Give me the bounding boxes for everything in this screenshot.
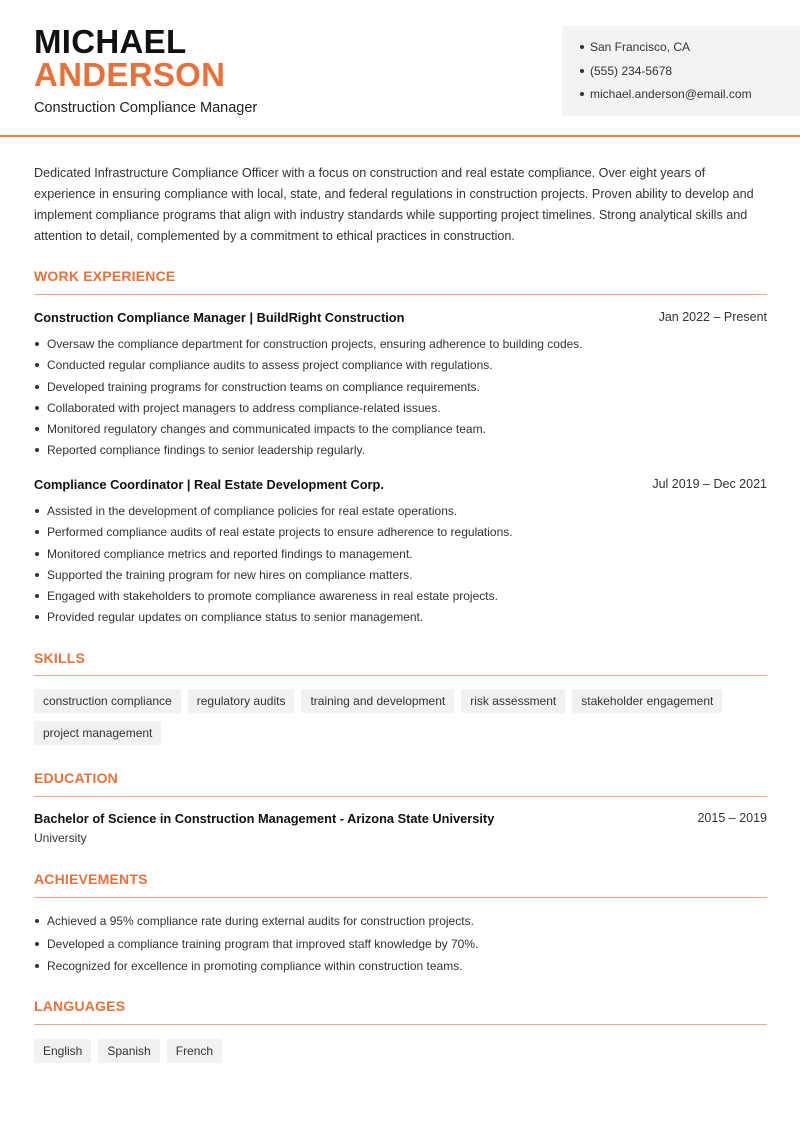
skill-chip: risk assessment (461, 689, 565, 713)
list-item: Monitored regulatory changes and communicated impacts to the compliance team. (34, 421, 769, 442)
section-divider (34, 1024, 767, 1025)
list-item: Provided regular updates on compliance status to senior management. (34, 609, 769, 630)
list-item: Performed compliance audits of real estate projects to ensure adherence to regulations. (34, 524, 769, 545)
contact-email[interactable]: michael.anderson@email.com (580, 86, 800, 110)
achievements-heading: ACHIEVEMENTS (34, 871, 148, 887)
contact-location: San Francisco, CA (580, 39, 800, 63)
resume-header (0, 0, 800, 137)
list-item: Oversaw the compliance department for construction projects, ensuring adherence to building codes. (34, 336, 769, 357)
languages-list (34, 1039, 774, 1063)
section-divider (34, 796, 767, 797)
skill-chip: regulatory audits (188, 689, 295, 713)
job-title: Compliance Coordinator | Real Estate Development Corp. (34, 477, 384, 492)
list-item: Conducted regular compliance audits to assess project compliance with regulations. (34, 357, 769, 378)
skill-chip: training and development (301, 689, 454, 713)
section-divider (34, 675, 767, 676)
list-item: Developed a compliance training program that improved staff knowledge by 70%. (34, 936, 769, 959)
job-role: Construction Compliance Manager (34, 100, 258, 116)
achievements-list (34, 913, 769, 981)
language-chip: Spanish (98, 1039, 159, 1063)
list-item: Collaborated with project managers to address compliance-related issues. (34, 400, 769, 421)
list-item: Assisted in the development of compliance policies for real estate operations. (34, 503, 769, 524)
skill-chip: construction compliance (34, 689, 181, 713)
list-item: Developed training programs for construction teams on compliance requirements. (34, 379, 769, 400)
job-bullets (34, 503, 769, 631)
job-bullets (34, 336, 769, 464)
language-chip: English (34, 1039, 91, 1063)
list-item: Recognized for excellence in promoting compliance within construction teams. (34, 958, 769, 981)
summary-text: Dedicated Infrastructure Compliance Officer with a focus on construction and real estate compliance. Over eight years of experience in ensuring compliance with local, state, and federal regulations in construction projects. Proven ability to develop and implement compliance programs that align with industry standards while supporting project timelines. Strong analytical skills and attention to detail, complemented by a commitment to ethical practices in construction. (34, 166, 754, 243)
job-title: Construction Compliance Manager | BuildRight Construction (34, 310, 405, 325)
section-divider (34, 897, 767, 898)
language-chip: French (167, 1039, 222, 1063)
first-name: MICHAEL (34, 23, 187, 60)
list-item: Engaged with stakeholders to promote compliance awareness in real estate projects. (34, 588, 769, 609)
skill-chip: stakeholder engagement (572, 689, 722, 713)
languages-heading: LANGUAGES (34, 998, 126, 1014)
skill-chip: project management (34, 721, 161, 745)
education-school: University (34, 831, 87, 845)
skills-heading: SKILLS (34, 650, 85, 666)
list-item: Achieved a 95% compliance rate during external audits for construction projects. (34, 913, 769, 936)
work-experience-heading: WORK EXPERIENCE (34, 268, 176, 284)
education-dates: 2015 – 2019 (697, 811, 767, 825)
job-dates: Jan 2022 – Present (658, 310, 767, 324)
list-item: Supported the training program for new hires on compliance matters. (34, 567, 769, 588)
list-item: Monitored compliance metrics and reported findings to management. (34, 546, 769, 567)
job-dates: Jul 2019 – Dec 2021 (652, 477, 767, 491)
education-heading: EDUCATION (34, 770, 118, 786)
list-item: Reported compliance findings to senior leadership regularly. (34, 442, 769, 463)
education-degree: Bachelor of Science in Construction Management - Arizona State University (34, 811, 495, 826)
contact-box (562, 26, 800, 116)
skills-list (34, 689, 774, 745)
last-name: ANDERSON (34, 56, 226, 93)
contact-phone: (555) 234-5678 (580, 63, 800, 87)
section-divider (34, 294, 767, 295)
